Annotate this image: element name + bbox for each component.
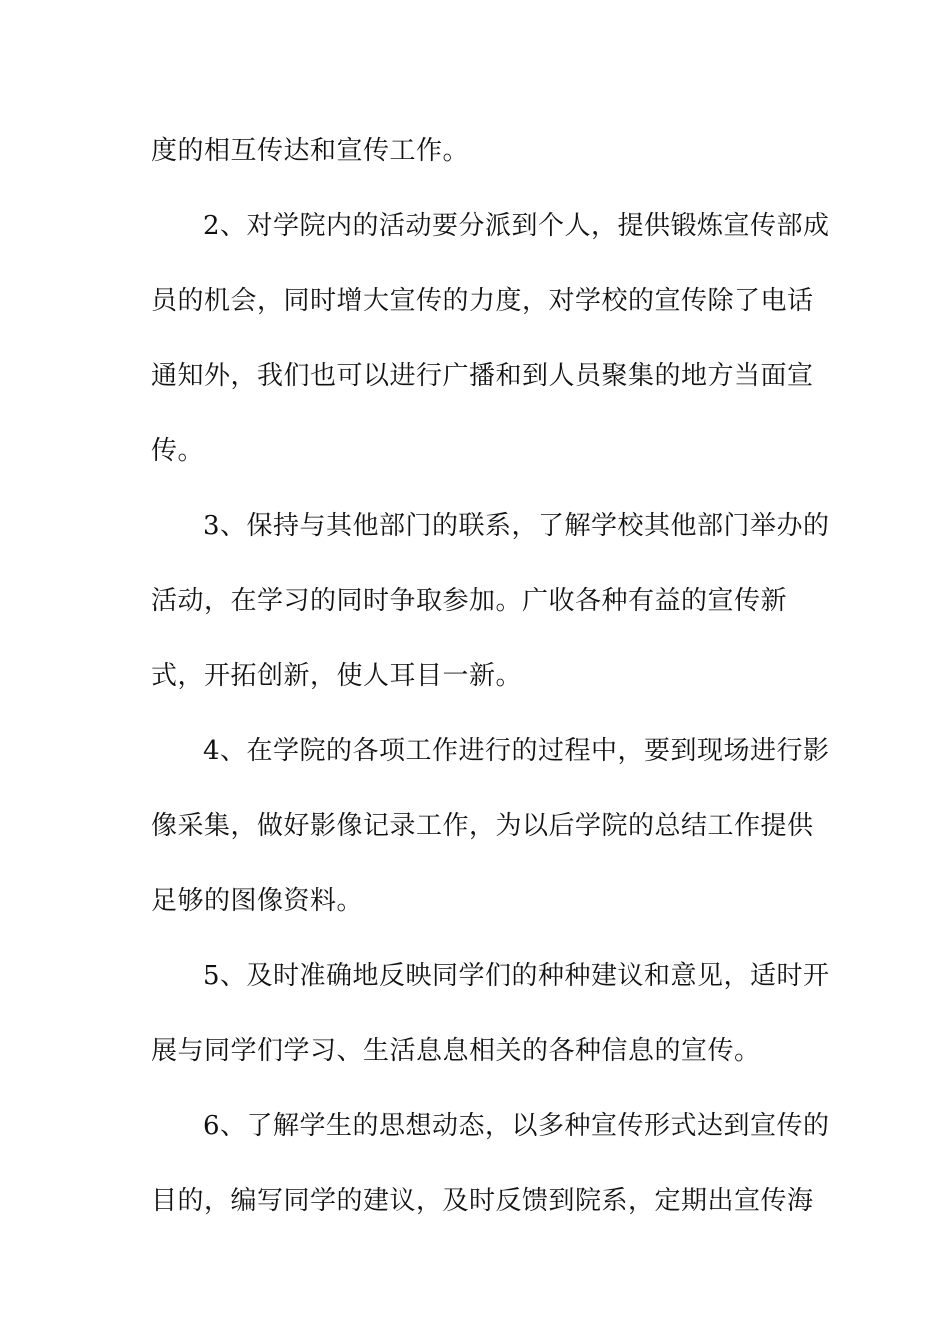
text-line: 通知外，我们也可以进行广播和到人员聚集的地方当面宣: [151, 361, 814, 391]
text-line: 展与同学们学习、生活息息相关的各种信息的宣传。: [151, 1036, 761, 1066]
text-line: 活动，在学习的同时争取参加。广收各种有益的宣传新: [151, 586, 788, 616]
text-line: 式，开拓创新，使人耳目一新。: [151, 661, 523, 691]
text-line: 3、保持与其他部门的联系，了解学校其他部门举办的: [203, 511, 830, 541]
text-line: 4、在学院的各项工作进行的过程中，要到现场进行影: [203, 736, 830, 766]
text-line: 足够的图像资料。: [151, 886, 364, 916]
text-line: 目的，编写同学的建议，及时反馈到院系，定期出宣传海: [151, 1186, 814, 1216]
text-line: 度的相互传达和宣传工作。: [151, 136, 470, 166]
text-line: 6、了解学生的思想动态，以多种宣传形式达到宣传的: [203, 1111, 830, 1141]
text-line: 像采集，做好影像记录工作，为以后学院的总结工作提供: [151, 811, 814, 841]
text-line: 5、及时准确地反映同学们的种种建议和意见，适时开: [203, 961, 830, 991]
text-line: 2、对学院内的活动要分派到个人，提供锻炼宣传部成: [203, 211, 830, 241]
text-line: 员的机会，同时增大宣传的力度，对学校的宣传除了电话: [151, 286, 814, 316]
text-line: 传。: [151, 436, 205, 466]
